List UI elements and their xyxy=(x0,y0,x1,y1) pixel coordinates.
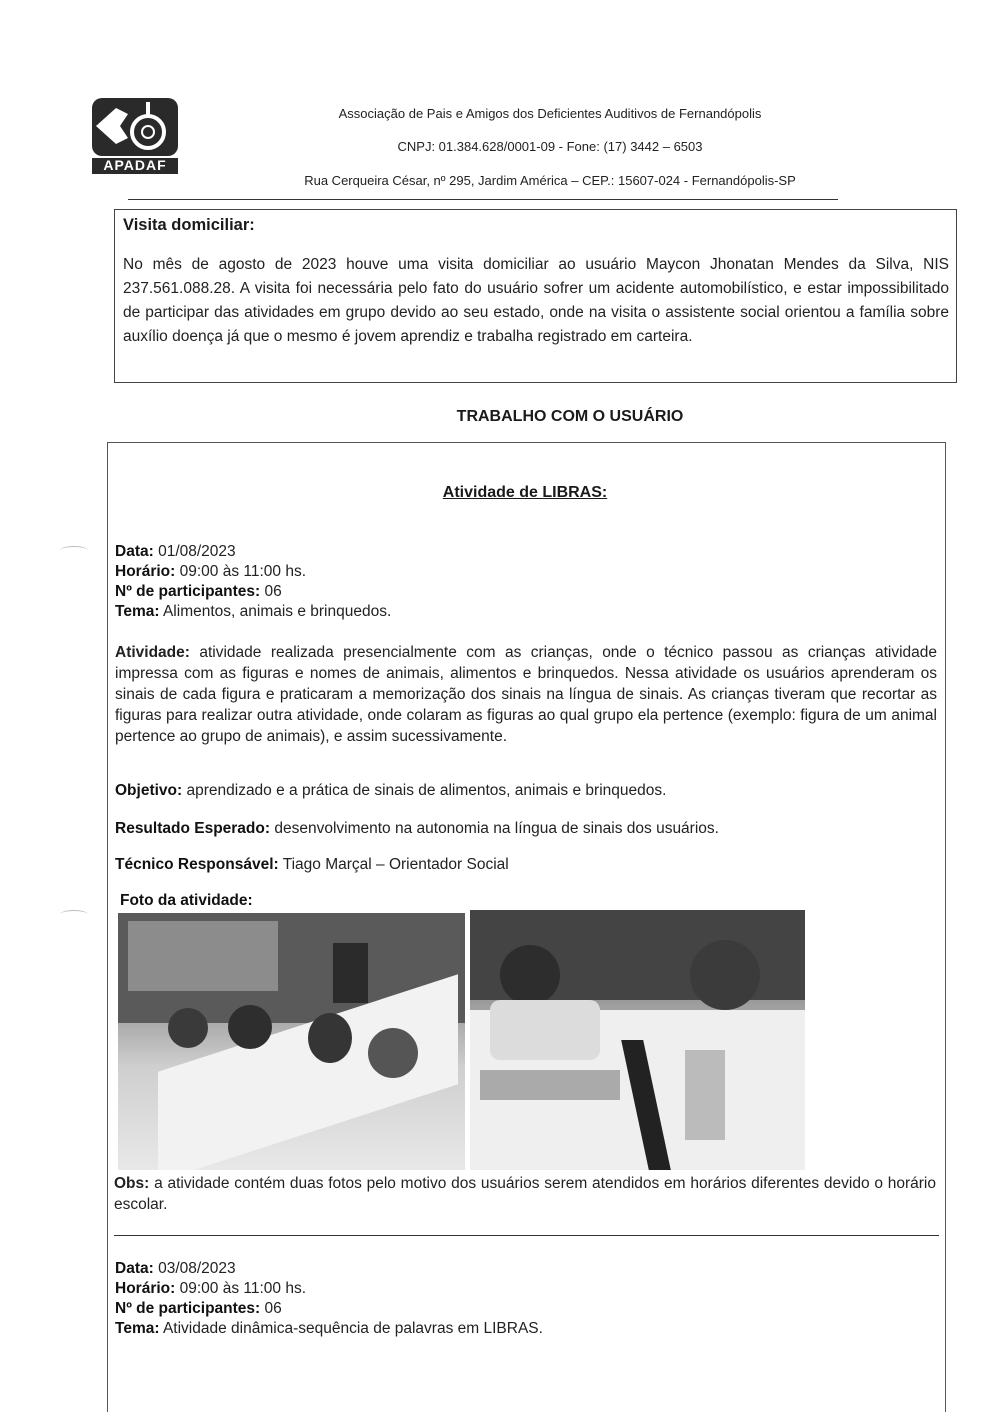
org-name: Associação de Pais e Amigos dos Deficientes Auditivos de Fernandópolis xyxy=(338,106,762,121)
activity2-time xyxy=(115,1280,306,1298)
activity-separator xyxy=(114,1235,939,1236)
objective-value: aprendizado e a prática de sinais de alimentos, animais e brinquedos. xyxy=(186,782,667,799)
activity1-theme xyxy=(115,603,391,621)
activity1-date xyxy=(115,543,236,561)
time-value: 09:00 às 11:00 hs. xyxy=(179,1280,307,1297)
cnpj-line: CNPJ: 01.384.628/0001-09 - Fone: (17) 3442 – 6503 xyxy=(397,139,703,154)
objective-label: Objetivo: xyxy=(115,782,183,799)
expected-result-label: Resultado Esperado: xyxy=(115,820,271,837)
photo-label: Foto da atividade: xyxy=(120,892,253,909)
visit-text: No mês de agosto de 2023 houve uma visita domiciliar ao usuário Maycon Jhonatan Mendes da Silva, NIS 237.561.088.28. A visita foi necessária pelo fato do usuário sofrer um acidente automobilístico, e estar impossibilitado de participar das atividades em grupo devido ao seu estado, onde na visita o assistente social orientou a família sobre auxílio doença já que o mesmo é jovem aprendiz e trabalha registrado em carteira. xyxy=(123,256,949,345)
time-label: Horário: xyxy=(115,1280,176,1297)
activity-photo-right xyxy=(470,910,805,1170)
activity1-expected-result xyxy=(115,820,719,838)
participants-label: Nº de participantes: xyxy=(115,583,261,600)
participants-value: 06 xyxy=(264,583,282,600)
responsible-value: Tiago Marçal – Orientador Social xyxy=(282,856,509,873)
date-label: Data: xyxy=(115,543,154,560)
theme-value: Alimentos, animais e brinquedos. xyxy=(162,603,392,620)
expected-result-value: desenvolvimento na autonomia na língua de sinais dos usuários. xyxy=(274,820,719,837)
activity-label: Atividade: xyxy=(115,644,190,661)
date-value: 01/08/2023 xyxy=(158,543,236,560)
date-value: 03/08/2023 xyxy=(158,1260,236,1277)
theme-label: Tema: xyxy=(115,1320,160,1337)
header-divider xyxy=(128,199,838,200)
responsible-label: Técnico Responsável: xyxy=(115,856,279,873)
visit-title: Visita domiciliar: xyxy=(123,216,255,234)
section-title: TRABALHO COM O USUÁRIO xyxy=(456,408,684,425)
time-label: Horário: xyxy=(115,563,176,580)
activity-photo-left xyxy=(118,913,465,1170)
margin-mark xyxy=(60,546,88,555)
theme-label: Tema: xyxy=(115,603,160,620)
activity2-theme xyxy=(115,1320,543,1338)
activity2-participants xyxy=(115,1300,282,1318)
obs-label: Obs: xyxy=(114,1175,150,1192)
activity1-description xyxy=(115,642,937,747)
theme-value: Atividade dinâmica-sequência de palavras em LIBRAS. xyxy=(162,1320,543,1337)
margin-mark xyxy=(60,910,88,919)
date-label: Data: xyxy=(115,1260,154,1277)
activity2-date xyxy=(115,1260,236,1278)
apadaf-logo xyxy=(90,96,180,176)
address-line: Rua Cerqueira César, nº 295, Jardim América – CEP.: 15607-024 - Fernandópolis-SP xyxy=(304,173,796,188)
obs-value: a atividade contém duas fotos pelo motivo dos usuários serem atendidos em horários diferentes devido o horário escolar. xyxy=(114,1175,936,1213)
activity1-participants xyxy=(115,583,282,601)
activity1-objective xyxy=(115,782,666,800)
activity1-time xyxy=(115,563,306,581)
activity1-responsible xyxy=(115,856,509,874)
time-value: 09:00 às 11:00 hs. xyxy=(179,563,307,580)
activity-value: atividade realizada presencialmente com as crianças, onde o técnico passou as crianças atividade impressa com as figuras e nomes de animais, alimentos e brinquedos. Nessa atividade os usuários aprenderam os sinais de cada figura e praticaram a memorização dos sinais na língua de sinais. As crianças tiveram que recortar as figuras para realizar outra atividade, onde colaram as figuras ao qual grupo ela pertence (exemplo: figura de um animal pertence ao grupo de animais), e assim sucessivamente. xyxy=(115,644,937,745)
participants-label: Nº de participantes: xyxy=(115,1300,261,1317)
participants-value: 06 xyxy=(264,1300,282,1317)
activity1-obs xyxy=(114,1173,936,1215)
logo-text: APADAF xyxy=(103,157,167,173)
activity-title: Atividade de LIBRAS: xyxy=(442,484,608,501)
